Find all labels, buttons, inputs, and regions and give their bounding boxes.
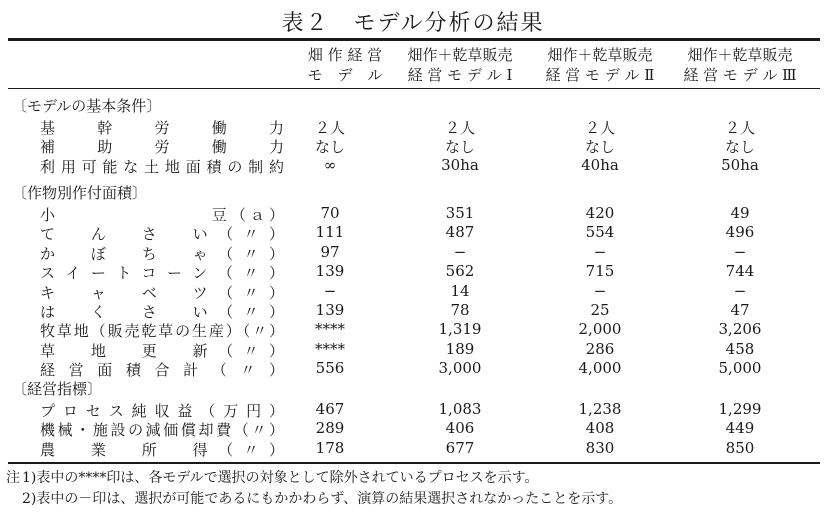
- table-cell: ****: [315, 339, 345, 358]
- column-header-model-3: [670, 45, 810, 85]
- table-cell: 487: [445, 223, 475, 242]
- row-label: 経営面積合計（〃）: [40, 361, 284, 380]
- row-label: は く さ い（〃）: [40, 303, 284, 321]
- table-cell: 562: [445, 262, 475, 281]
- table-cell: 4,000: [578, 359, 622, 378]
- table-row: [0, 301, 826, 320]
- row-label: 基幹労働力: [40, 119, 284, 137]
- table-row: [0, 156, 826, 175]
- table-cell: 830: [585, 438, 615, 457]
- section-heading: 〔モデルの基本条件〕: [12, 97, 162, 115]
- table-row: [0, 117, 826, 136]
- table-cell: ２人: [444, 119, 475, 137]
- row-label: 草 地 更 新（〃）: [40, 341, 284, 360]
- column-header-line: モ デ ル: [307, 66, 383, 84]
- table-cell: 3,206: [718, 320, 762, 339]
- table-cell: 40ha: [581, 155, 619, 174]
- row-label: キ ャ ベ ツ（〃）: [40, 283, 284, 302]
- table-cell: ２人: [724, 119, 755, 137]
- table-row: [0, 359, 826, 378]
- table-cell: 50ha: [721, 155, 759, 174]
- row-label: 牧草地（販売乾草の生産）（〃）: [40, 322, 284, 341]
- row-label: 機械・施設の減価償却費（〃）: [40, 421, 284, 440]
- table-title: 表２ モデル分析の結果: [281, 11, 545, 36]
- column-header-model-1: [390, 45, 530, 85]
- top-rule: [8, 38, 820, 41]
- table-cell: −: [593, 242, 607, 261]
- table-cell: 351: [445, 204, 475, 222]
- table-cell: 78: [450, 301, 470, 319]
- table-cell: −: [453, 242, 467, 261]
- table-cell: ****: [315, 320, 345, 339]
- table-cell: 1,299: [718, 400, 762, 418]
- table-cell: 1,238: [578, 400, 622, 418]
- row-label: か ぼ ち ゃ（〃）: [40, 244, 284, 263]
- table-cell: 14: [450, 281, 470, 300]
- column-header-line: 経 営 モ デ ル Ⅲ: [683, 66, 797, 84]
- table-cell: なし: [444, 138, 475, 157]
- footnote: 1)表中の****印は、各モデルで選択の対象として除外されているプロセスを示す。: [22, 470, 539, 486]
- table-cell: 1,083: [438, 400, 482, 418]
- table-cell: 189: [445, 339, 475, 358]
- column-header-model-2: [530, 45, 670, 85]
- footnotes: [6, 468, 623, 510]
- column-header-line: 畑作＋乾草販売: [687, 46, 793, 64]
- bottom-rule: [8, 462, 820, 464]
- table-cell: −: [733, 242, 747, 261]
- table-cell: 408: [585, 419, 615, 438]
- table-cell: 25: [590, 301, 610, 319]
- table-cell: 111: [315, 223, 345, 242]
- table-row: [0, 243, 826, 262]
- column-header-line: 畑 作 経 営: [307, 46, 383, 64]
- table-cell: 677: [445, 438, 475, 457]
- table-cell: 467: [315, 400, 345, 418]
- table-row: [0, 223, 826, 242]
- row-label: 小 豆（ａ）: [40, 206, 284, 224]
- row-label: プロセス純収益（万円）: [40, 402, 284, 420]
- table-row: [0, 340, 826, 359]
- table-cell: なし: [724, 138, 755, 157]
- table-cell: 449: [725, 419, 755, 438]
- table-cell: 554: [585, 223, 615, 242]
- table-row: [0, 400, 826, 419]
- row-label: て ん さ い（〃）: [40, 225, 284, 244]
- table-cell: 47: [730, 301, 750, 319]
- row-label: スイートコーン（〃）: [40, 264, 284, 283]
- row-label: 補助労働力: [40, 138, 284, 157]
- row-label: 農 業 所 得（〃）: [40, 440, 284, 459]
- section-heading: 〔経営指標〕: [12, 380, 103, 398]
- table-cell: 286: [585, 339, 615, 358]
- footnote-label: 注: [6, 470, 20, 486]
- table-row: [0, 136, 826, 155]
- table-cell: 30ha: [441, 155, 479, 174]
- table-row: [0, 282, 826, 301]
- table-cell: 458: [725, 339, 755, 358]
- table-cell: なし: [314, 138, 345, 157]
- table-cell: 744: [725, 262, 755, 281]
- table-cell: 1,319: [438, 320, 482, 339]
- column-header-line: 経 営 モ デ ル Ⅰ: [407, 66, 513, 84]
- table-cell: 178: [315, 438, 345, 457]
- header-rule: [8, 88, 820, 89]
- column-header-line: 畑作＋乾草販売: [407, 46, 513, 64]
- table-cell: 2,000: [578, 320, 622, 339]
- table-row: [0, 204, 826, 223]
- row-label: 利用可能な土地面積の制約: [40, 157, 284, 176]
- table-cell: 3,000: [438, 359, 482, 378]
- table-cell: 70: [320, 204, 340, 222]
- table-cell: 556: [315, 359, 345, 378]
- table-cell: 850: [725, 438, 755, 457]
- table-cell: 139: [315, 301, 345, 319]
- column-header-line: 畑作＋乾草販売: [547, 46, 653, 64]
- table-cell: 139: [315, 262, 345, 281]
- column-header-line: 経 営 モ デ ル Ⅱ: [545, 66, 655, 84]
- table-cell: ２人: [584, 119, 615, 137]
- table-cell: −: [323, 281, 337, 300]
- table-cell: 406: [445, 419, 475, 438]
- table-cell: 49: [730, 204, 750, 222]
- table-cell: 496: [725, 223, 755, 242]
- table-row: [0, 439, 826, 458]
- table-cell: ∞: [323, 155, 337, 174]
- table-row: [0, 262, 826, 281]
- table-cell: 289: [315, 419, 345, 438]
- table-cell: −: [593, 281, 607, 300]
- table-cell: 715: [585, 262, 615, 281]
- table-cell: 5,000: [718, 359, 762, 378]
- footnote: 2)表中の－印は、選択が可能であるにもかかわらず、演算の結果選択されなかったことを示す。: [22, 491, 623, 507]
- table-cell: 420: [585, 204, 615, 222]
- table-row: [0, 320, 826, 339]
- section-heading: 〔作物別作付面積〕: [12, 184, 148, 202]
- table-cell: 97: [320, 242, 340, 261]
- table-cell: −: [733, 281, 747, 300]
- table-cell: なし: [584, 138, 615, 157]
- table-row: [0, 419, 826, 438]
- table-cell: ２人: [314, 119, 345, 137]
